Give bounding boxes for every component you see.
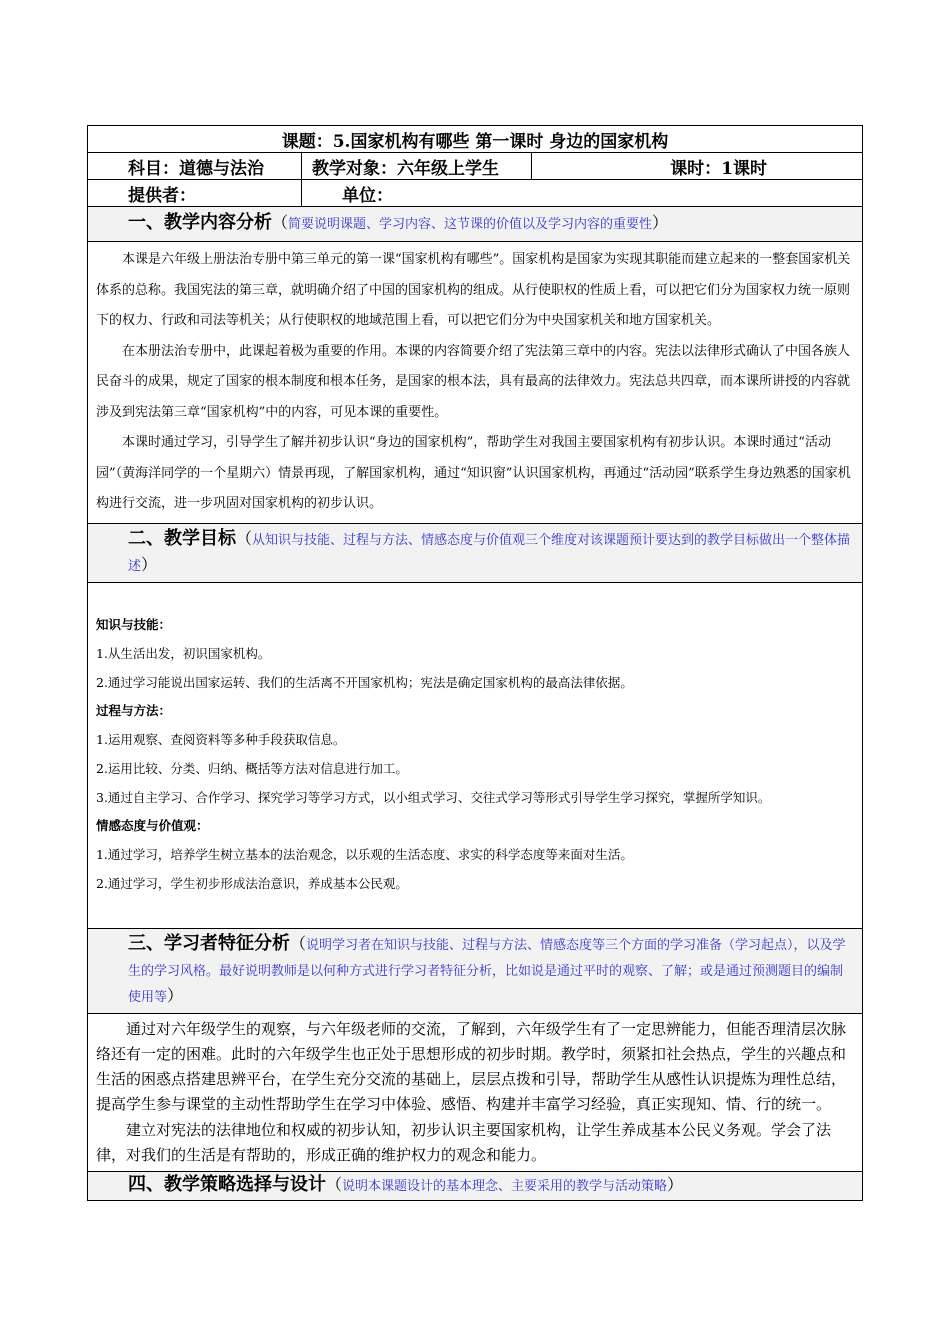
- goal-item: 1.通过学习，培养学生树立基本的法治观念，以乐观的生活态度、求实的科学态度等来面对生活。: [96, 846, 633, 862]
- section1-paragraph: 本课是六年级上册法治专册中第三单元的第一课“国家机构有哪些”。国家机构是国家为实现其职能而建立起来的一整套国家机关体系的总称。我国宪法的第三章，就明确介绍了中国的国家机构的组成。从行使职权的性质上看，可以把它们分为国家权力统一原则下的权力、行政和司法等机关；从行使职权的地域范围上看，可以把它们分为中央国家机关和地方国家机关。: [96, 252, 851, 328]
- section3-header-row: [88, 928, 863, 1013]
- periods-cell: 课时：1课时: [532, 153, 863, 180]
- section1-paragraph: 在本册法治专册中，此课起着极为重要的作用。本课的内容简要介绍了宪法第三章中的内容。宪法以法律形式确认了中国各族人民奋斗的成果，规定了国家的根本制度和根本任务，是国家的根本法，具有最高的法律效力。宪法总共四章，而本课所讲授的内容就涉及到宪法第三章“国家机构”中的内容，可见本课的重要性。: [96, 343, 851, 420]
- section1-body-row: [88, 242, 863, 524]
- goal-item: 2.运用比较、分类、归纳、概括等方法对信息进行加工。: [96, 760, 408, 776]
- provider-cell: 提供者：: [88, 180, 302, 207]
- unit-cell: 单位：: [302, 180, 863, 207]
- goal-item: 2.通过学习能说出国家运转、我们的生活离不开国家机构；宪法是确定国家机构的最高法律依据。: [96, 674, 633, 690]
- goal-group-heading: 情感态度与价值观：: [96, 817, 209, 833]
- info-row: [88, 153, 863, 180]
- section1-body: [88, 242, 863, 524]
- section4-open-paren: （: [326, 1175, 343, 1195]
- section4-header: [88, 1172, 863, 1201]
- audience-cell: 教学对象：六年级上学生: [302, 153, 532, 180]
- section2-open-paren: （: [236, 528, 253, 548]
- section1-open-paren: （: [272, 213, 289, 232]
- section3-body: [88, 1013, 863, 1172]
- section4-title: 四、教学策略选择与设计: [128, 1174, 326, 1196]
- section2-close-paren: ）: [141, 554, 158, 574]
- title-row: [88, 126, 863, 153]
- provider-row: [88, 180, 863, 207]
- goal-item: 1.运用观察、查阅资料等多种手段获取信息。: [96, 731, 346, 747]
- section3-close-paren: ）: [167, 985, 184, 1005]
- section1-title: 一、教学内容分析: [128, 212, 272, 233]
- section2-title: 二、教学目标: [128, 527, 236, 549]
- section3-title: 三、学习者特征分析: [128, 932, 290, 954]
- section1-header-row: [88, 207, 863, 242]
- goal-item: 3.通过自主学习、合作学习、探究学习等学习方式，以小组式学习、交往式学习等形式引导学生学习探究，掌握所学知识。: [96, 789, 771, 805]
- section1-header: [88, 207, 863, 242]
- goal-group-heading: 知识与技能：: [96, 616, 172, 632]
- goal-group-heading: 过程与方法：: [96, 702, 172, 718]
- section1-note: 简要说明课题、学习内容、这节课的价值以及学习内容的重要性: [288, 217, 653, 232]
- section1-close-paren: ）: [652, 213, 669, 232]
- lesson-plan-sheet: [87, 125, 862, 1201]
- section2-body: [88, 582, 863, 928]
- section4-note: 说明本课题设计的基本理念、主要采用的教学与活动策略: [342, 1179, 668, 1195]
- section1-paragraph: 本课时通过学习，引导学生了解并初步认识“身边的国家机构”，帮助学生对我国主要国家机构有初步认识。本课时通过“活动园”（黄海洋同学的一个星期六）情景再现，了解国家机构，通过“知识窗”认识国家机构，再通过“活动园”联系学生身边熟悉的国家机构进行交流，进一步巩固对国家机构的初步认识。: [96, 435, 851, 511]
- section3-body-row: [88, 1013, 863, 1172]
- lesson-title: 课题：5.国家机构有哪些 第一课时 身边的国家机构: [88, 126, 863, 153]
- section2-body-row: [88, 582, 863, 928]
- section3-header: [88, 928, 863, 1013]
- section4-close-paren: ）: [667, 1175, 684, 1195]
- section2-header: [88, 523, 863, 582]
- section3-paragraph: 建立对宪法的法律地位和权威的初步认知，初步认识主要国家机构，让学生养成基本公民义务观。学会了法律，对我们的生活是有帮助的，形成正确的维护权力的观念和能力。: [96, 1120, 832, 1164]
- section3-note: 说明学习者在知识与技能、过程与方法、情感态度等三个方面的学习准备（学习起点），以及学生的学习风格。最好说明教师是以何种方式进行学习者特征分析，比如说是通过平时的观察、了解；或是通过预测题目的编制使用等: [128, 937, 846, 1005]
- section3-open-paren: （: [290, 933, 307, 953]
- goal-item: 2.通过学习，学生初步形成法治意识，养成基本公民观。: [96, 875, 408, 891]
- subject-cell: 科目：道德与法治: [88, 153, 302, 180]
- section4-header-row: [88, 1172, 863, 1201]
- section2-note: 从知识与技能、过程与方法、情感态度与价值观三个维度对该课题预计要达到的教学目标做出一个整体描述: [128, 532, 851, 574]
- section3-paragraph: 通过对六年级学生的观察，与六年级老师的交流，了解到，六年级学生有了一定思辨能力，但能否理清层次脉络还有一定的困难。此时的六年级学生也正处于思想形成的初步时期。教学时，须紧扣社会热点，学生的兴趣点和生活的困惑点搭建思辨平台，在学生充分交流的基础上，层层点拨和引导，帮助学生从感性认识提炼为理性总结，提高学生参与课堂的主动性帮助学生在学习中体验、感悟、构建并丰富学习经验，真正实现知、情、行的统一。: [96, 1019, 847, 1114]
- section2-header-row: [88, 523, 863, 582]
- goal-item: 1.从生活出发，初识国家机构。: [96, 645, 271, 661]
- lesson-plan-table: [87, 125, 863, 1201]
